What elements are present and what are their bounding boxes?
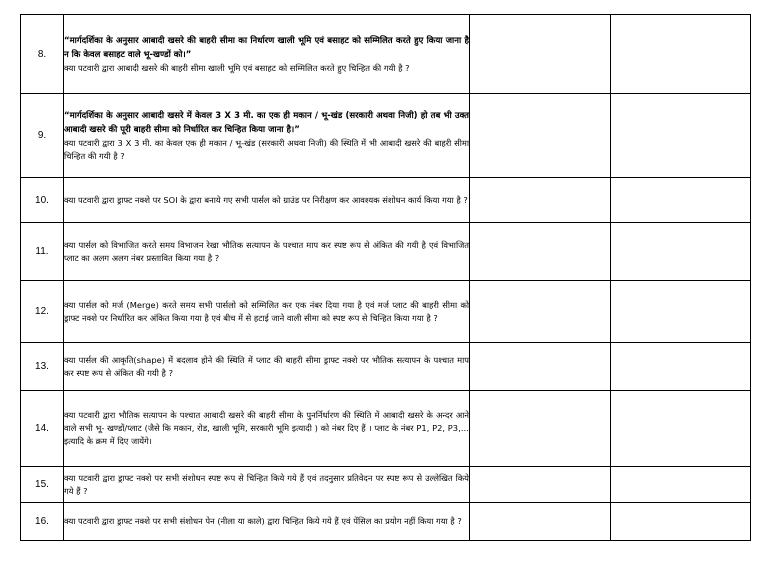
row-number: 16. [21, 503, 64, 541]
table-row [21, 178, 751, 223]
question-cell [64, 281, 470, 343]
table-row [21, 94, 751, 178]
question-cell [64, 343, 470, 391]
remarks-cell[interactable] [611, 281, 751, 343]
table-row [21, 467, 751, 503]
response-cell[interactable] [470, 503, 611, 541]
table-row [21, 15, 751, 94]
question-text: क्या पटवारी द्वारा आबादी खसरे की बाहरी सीमा खाली भूमि एवं बसाहट को सम्मिलित करते हुए चिन्हित की गयी है ? [64, 62, 410, 73]
row-number: 15. [21, 467, 64, 503]
response-cell[interactable] [470, 343, 611, 391]
response-cell[interactable] [470, 467, 611, 503]
question-cell [64, 391, 470, 467]
table-row [21, 343, 751, 391]
response-cell[interactable] [470, 178, 611, 223]
question-text: क्या पटवारी द्वारा ड्राफ्ट नक्शे पर सभी संशोधन पेन (नीला या काले) द्वारा चिन्हित किये गये हैं एवं पेंसिल का प्रयोग नहीं किया गया है ? [64, 516, 462, 526]
question-cell [64, 178, 470, 223]
question-cell [64, 15, 470, 94]
table-row [21, 503, 751, 541]
row-number: 8. [21, 15, 64, 94]
response-cell[interactable] [470, 391, 611, 467]
remarks-cell[interactable] [611, 467, 751, 503]
question-text: क्या पटवारी द्वारा ड्राफ्ट नक्शे पर SOI के द्वारा बनाये गए सभी पार्सल को ग्राउंड पर निरीक्षण कर आवश्यक संशोधन कार्य किया गया है ? [64, 194, 468, 205]
remarks-cell[interactable] [611, 15, 751, 94]
table-row [21, 281, 751, 343]
question-cell [64, 94, 470, 178]
table-row [21, 391, 751, 467]
table-row [21, 223, 751, 281]
response-cell[interactable] [470, 281, 611, 343]
question-text: क्या पटवारी द्वारा ड्राफ्ट नक्शे पर सभी संशोधन स्पष्ट रूप से चिन्हित किये गये हैं एवं तदनुसार प्रतिवेदन पर स्पष्ट रूप से उल्लेखित किये गये हैं ? [64, 472, 469, 496]
question-text: क्या पार्सल को विभाजित करते समय विभाजन रेखा भौतिक सत्यापन के पश्चात माप कर स्पष्ट रूप से अंकित की गयी है एवं विभाजित प्लाट का अलग अलग नंबर प्रस्तावित किया गया है ? [64, 239, 469, 263]
row-number: 12. [21, 281, 64, 343]
remarks-cell[interactable] [611, 223, 751, 281]
guideline-text: “मार्गदर्शिका के अनुसार आबादी खसरे की बाहरी सीमा का निर्धारण खाली भूमि एवं बसाहट को सम्मिलित करते हुए किया जाना है न कि केवल बसाहट वाले भू-खण्डों को।” [64, 35, 469, 60]
remarks-cell[interactable] [611, 178, 751, 223]
response-cell[interactable] [470, 94, 611, 178]
guideline-text: “मार्गदर्शिका के अनुसार आबादी खसरे में केवल 3 X 3 मी. का एक ही मकान / भू-खंड (सरकारी अथवा निजी) हो तब भी उक्त आबादी खसरे की पूरी बाहरी सीमा को निर्धारित कर चिन्हित किया जाना है।” [64, 110, 469, 135]
question-cell [64, 467, 470, 503]
row-number: 9. [21, 94, 64, 178]
remarks-cell[interactable] [611, 94, 751, 178]
remarks-cell[interactable] [611, 391, 751, 467]
row-number: 10. [21, 178, 64, 223]
checklist-table [20, 14, 751, 541]
question-cell [64, 223, 470, 281]
question-text: क्या पार्सल की आकृति(shape) में बदलाव होने की स्थिति में प्लाट की बाहरी सीमा ड्राफ्ट नक्शे पर भौतिक सत्यापन के पश्चात माप कर स्पष्ट रूप से अंकित की गयी है ? [64, 354, 469, 378]
row-number: 14. [21, 391, 64, 467]
response-cell[interactable] [470, 223, 611, 281]
remarks-cell[interactable] [611, 343, 751, 391]
question-text: क्या पटवारी द्वारा भौतिक सत्यापन के पश्चात आबादी खसरे की बाहरी सीमा के पुनर्निर्धारण की स्थिति में आबादी खसरे के अन्दर आने वाले सभी भू- खण्डों/प्लाट (जैसे कि मकान, रोड, खाली भूमि, सरकारी भूमि इत्यादी ) को नंबर दिए हैं । प्लाट के नंबर P1, P2, P3,…इत्यादि के क्रम में दिए जायेंगे। [64, 410, 469, 446]
row-number: 11. [21, 223, 64, 281]
question-text: क्या पार्सल को मर्ज (Merge) करते समय सभी पार्सलो को सम्मिलित कर एक नंबर दिया गया है एवं मर्ज प्लाट की बाहरी सीमा को ड्राफ्ट नक्शे पर निर्धारित कर अंकित किया गया है एवं बीच में से हटाई जाने वाली सीमा को स्पष्ट रूप से चिन्हित किया गया है ? [64, 299, 469, 323]
remarks-cell[interactable] [611, 503, 751, 541]
row-number: 13. [21, 343, 64, 391]
response-cell[interactable] [470, 15, 611, 94]
question-text: क्या पटवारी द्वारा 3 X 3 मी. का केवल एक ही मकान / भू-खंड (सरकारी अथवा निजी) की स्थिति में भी आबादी खसरे की बाहरी सीमा चिन्हित की गयी है ? [64, 137, 469, 161]
question-cell [64, 503, 470, 541]
